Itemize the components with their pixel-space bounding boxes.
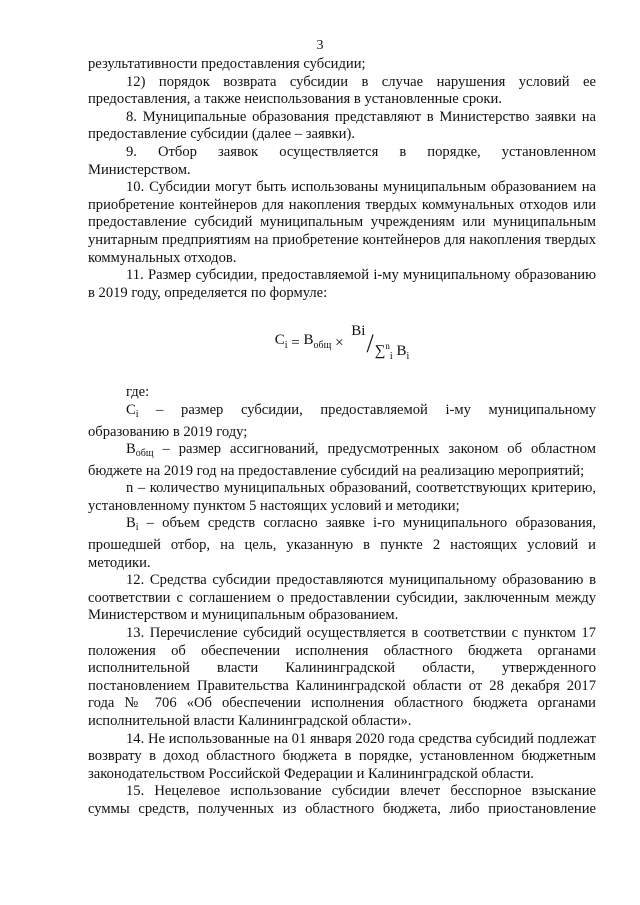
formula-fraction [351, 322, 410, 362]
definition-n: n – количество муниципальных образований, соответствующих критерию, установленному пунктом 5 настоящих условий и методики; [88, 480, 596, 514]
definition-bi: $B_i$ – объем средств согласно заявке i-го муниципального образования, прошедшей отбор, на цель, указанную в пункте 2 настоящих условий и методики. [88, 515, 596, 571]
formula-slash: / [366, 328, 374, 358]
paragraph: 8. Муниципальные образования представляют в Министерство заявки на предоставление субсидии (далее – заявки). [88, 108, 596, 143]
formula-numerator: Bi [351, 322, 366, 339]
paragraph: 13. Перечисление субсидий осуществляется в соответствии с пунктом 17 положения об обеспечении исполнения областного бюджета органами исполнительной власти Калининградской области, утвержденного постановлением Правительства Калининградской области от 28 декабря 2017 года № 706 «Об обеспечении исполнения областного бюджета органами исполнительной власти Калининградской области». [88, 625, 596, 729]
paragraph: результативности предоставления субсидии; [88, 56, 366, 72]
formula-b-total: $B_{общ}$ [303, 332, 332, 352]
paragraph: 15. Нецелевое использование субсидии влечет бесспорное взыскание суммы средств, полученных из областного бюджета, либо приостановление [88, 783, 596, 817]
page-number: 3 [316, 38, 324, 53]
definition-ci: $C_i$ – размер субсидии, предоставляемой i-му муниципальному образованию в 2019 году; [88, 401, 596, 440]
paragraph: 9. Отбор заявок осуществляется в порядке, установленном Министерством. [88, 143, 596, 178]
definition-b-total: $B_{общ}$ – размер ассигнований, предусмотренных законом об областном бюджете на 2019 год на предоставление субсидий на реализацию мероприятий; [88, 441, 596, 479]
formula-denominator: ∑$^n_i$ $B_i$ [374, 340, 410, 362]
paragraph: 11. Размер субсидии, предоставляемой i-му муниципальному образованию в 2019 году, определяется по формуле: [88, 267, 596, 301]
paragraph: 12) порядок возврата субсидии в случае нарушения условий ее предоставления, а также неиспользования в установленные сроки. [88, 73, 596, 108]
subsidy-formula [88, 304, 596, 382]
where-label: где: [126, 384, 150, 401]
formula-equals: = [287, 334, 304, 351]
paragraph: 10. Субсидии могут быть использованы муниципальным образованием на приобретение контейнеров для накопления твердых коммунальных отходов или предоставление субсидий муниципальным учреждениям или муниципальным унитарным предприятиям на приобретение контейнеров для накопления твердых коммунальных отходов. [88, 179, 596, 266]
formula-lhs: $C_i$ [274, 332, 288, 352]
formula-times: × [331, 334, 348, 351]
paragraph: 14. Не использованные на 01 января 2020 года средства субсидий подлежат возврату в доход областного бюджета в порядке, установленном бюджетным законодательством Российской Федерации и Калининградской области. [88, 730, 596, 782]
paragraph: 12. Средства субсидии предоставляются муниципальному образованию в соответствии с соглашением о предоставлении субсидии, заключенным между Министерством и муниципальным образованием. [88, 572, 596, 624]
document-body [88, 56, 596, 819]
